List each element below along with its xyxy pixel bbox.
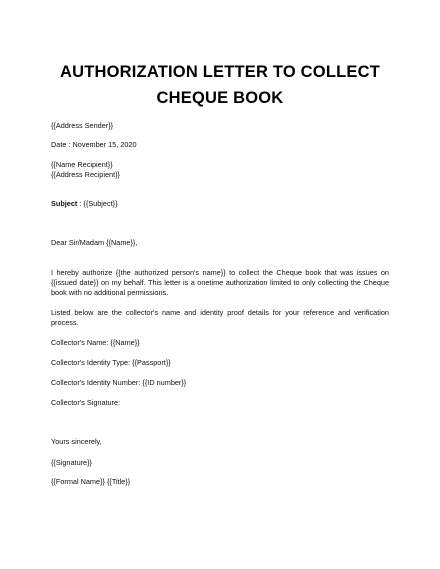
sender-address: {{Address Sender}}: [51, 121, 114, 130]
authorization-paragraph-line: I hereby authorize {{the authorized person's name}} to collect the Cheque book that was issues on: [51, 268, 389, 277]
subject-label: Subject: [51, 199, 78, 208]
details-paragraph-line: process.: [51, 318, 79, 327]
recipient-name: {{Name Recipient}}: [51, 160, 113, 169]
authorization-paragraph-line: {{issued date}} on my behalf. This letter is a onetime authorization limited to only collecting the Cheque: [51, 278, 389, 287]
collector-signature: Collector's Signature:: [51, 398, 121, 407]
salutation: Dear Sir/Madam {{Name}},: [51, 238, 138, 247]
collector-identity-number: Collector's Identity Number: {{ID number}}: [51, 378, 187, 387]
authorization-paragraph: [51, 268, 389, 298]
letter-title-line-1: AUTHORIZATION LETTER TO COLLECT: [60, 63, 380, 81]
collector-name: Collector's Name: {{Name}}: [51, 338, 140, 347]
closing-text: Yours sincerely,: [51, 437, 102, 446]
letter-date: Date : November 15, 2020: [51, 140, 137, 149]
authorization-paragraph-line: book with no additional permissions.: [51, 288, 169, 297]
subject-line: [51, 199, 118, 209]
formal-name-title: {{Formal Name}} {{Title}}: [51, 477, 131, 486]
signature-placeholder: {{Signature}}: [51, 458, 92, 467]
recipient-address: {{Address Recipient}}: [51, 170, 120, 179]
letter-title-line-2: CHEQUE BOOK: [156, 89, 284, 107]
details-paragraph-line: Listed below are the collector's name and identity proof details for your reference and verification: [51, 308, 389, 317]
collector-identity-type: Collector's Identity Type: {{Passport}}: [51, 358, 171, 367]
details-paragraph: [51, 308, 389, 328]
subject-value: : {{Subject}}: [79, 199, 118, 208]
